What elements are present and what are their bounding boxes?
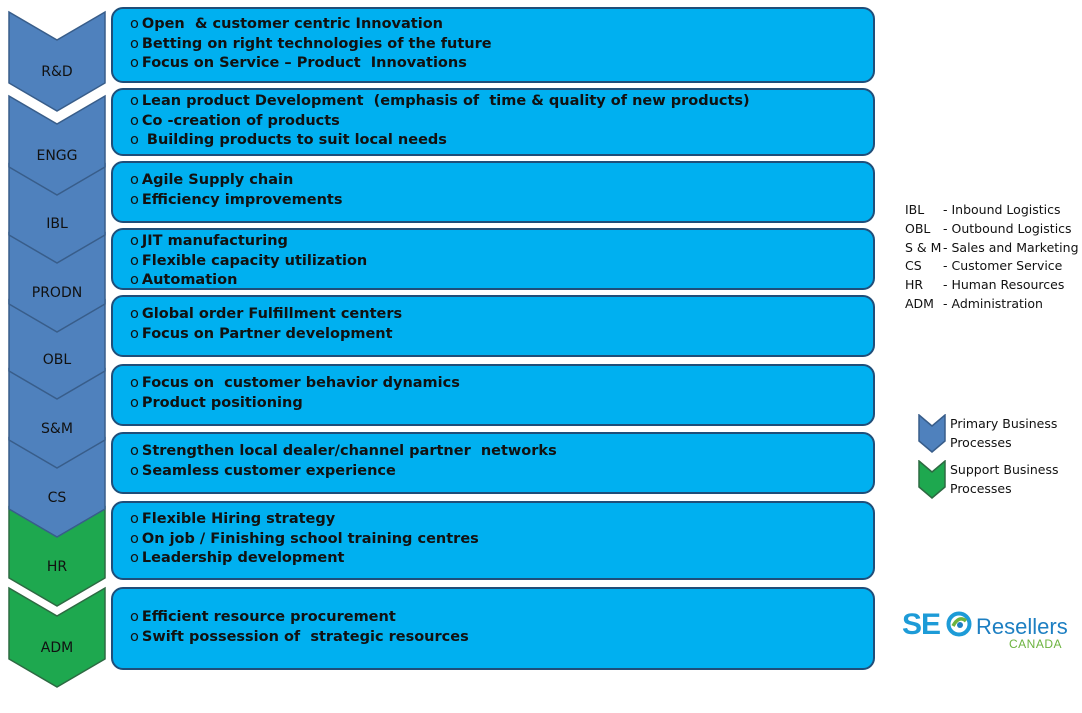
activity-item xyxy=(130,530,873,550)
logo-ring-icon xyxy=(946,611,972,637)
bullet-icon: o xyxy=(130,628,139,645)
abbreviation: OBL xyxy=(905,220,931,236)
activity-item-text: On job / Finishing school training centres xyxy=(141,530,479,547)
abbreviation: ADM xyxy=(905,295,934,311)
bullet-icon: o xyxy=(130,609,139,625)
bullet-icon: o xyxy=(130,252,139,269)
chevron-label: ENGG xyxy=(36,148,78,164)
activity-item-text: Efficient resource procurement xyxy=(141,609,396,625)
bullet-icon: o xyxy=(130,511,139,527)
bullet-icon: o xyxy=(130,55,139,72)
abbreviation-meaning: - Customer Service xyxy=(943,258,1063,274)
chevron-label: R&D xyxy=(41,64,73,80)
bullet-icon: o xyxy=(130,530,139,547)
activity-item xyxy=(130,92,873,112)
activity-item xyxy=(130,510,873,530)
chevron-label: PRODN xyxy=(31,285,83,301)
chevron-rd xyxy=(9,12,105,111)
activity-item-text: Global order Fulfillment centers xyxy=(141,306,403,322)
bullet-icon: o xyxy=(130,550,139,567)
bullet-icon: o xyxy=(130,172,139,188)
bullet-icon: o xyxy=(130,112,139,129)
activity-item xyxy=(130,191,873,211)
bullet-icon: o xyxy=(130,16,139,32)
activity-item xyxy=(130,628,873,648)
activity-item-text: Co -creation of products xyxy=(141,112,340,129)
activity-box-rd xyxy=(111,7,875,83)
abbreviation-meaning: - Administration xyxy=(943,295,1043,311)
activity-box-engg xyxy=(111,88,875,156)
activity-item-text: Seamless customer experience xyxy=(141,462,396,479)
abbreviation-meaning: - Sales and Marketing xyxy=(943,239,1079,255)
activity-item-text: Agile Supply chain xyxy=(141,172,294,188)
abbreviation: CS xyxy=(905,258,922,274)
activity-item xyxy=(130,549,873,569)
logo-seo-text: SE xyxy=(902,608,941,641)
activity-item xyxy=(130,305,873,325)
abbreviation-meaning: - Inbound Logistics xyxy=(943,202,1061,217)
activity-item-text: Betting on right technologies of the future xyxy=(141,35,492,52)
activity-item-text: Flexible Hiring strategy xyxy=(141,511,336,527)
activity-box-sm xyxy=(111,364,875,426)
chevron-label: OBL xyxy=(42,352,72,368)
abbreviation-row xyxy=(905,257,1079,276)
activity-box-ibl xyxy=(111,161,875,223)
abbreviation: HR xyxy=(905,277,924,293)
activity-item xyxy=(130,394,873,414)
activity-item xyxy=(130,374,873,394)
activity-item-text: Efficiency improvements xyxy=(141,191,343,208)
abbreviation-row xyxy=(905,295,1079,314)
activity-item-text: JIT manufacturing xyxy=(141,233,288,249)
activity-item xyxy=(130,112,873,132)
key-primary-label: Primary Business Processes xyxy=(950,416,1058,450)
activity-box-adm xyxy=(111,587,875,670)
seo-resellers-logo xyxy=(902,608,1077,658)
abbreviation-row xyxy=(905,276,1079,295)
activity-item xyxy=(130,271,873,291)
abbreviation-row xyxy=(905,201,1079,220)
bullet-icon: o xyxy=(130,462,139,479)
chevron-label: CS xyxy=(47,490,67,506)
activity-box-obl xyxy=(111,295,875,357)
bullet-icon: o xyxy=(130,191,139,208)
abbreviation: S & M xyxy=(905,239,942,255)
activity-item-text: Focus on customer behavior dynamics xyxy=(141,375,460,391)
activity-item-text: Product positioning xyxy=(141,394,303,411)
activity-item xyxy=(130,171,873,191)
activity-item-text: Flexible capacity utilization xyxy=(141,252,368,269)
primary-chevron-icon xyxy=(918,414,948,454)
abbreviation-legend xyxy=(905,201,1079,314)
abbreviation-meaning: - Human Resources xyxy=(943,277,1065,293)
bullet-icon: o xyxy=(130,443,139,459)
logo-resellers-text: Resellers xyxy=(976,614,1068,639)
abbreviation-row xyxy=(905,239,1079,258)
activity-item-text: Focus on Service – Product Innovations xyxy=(141,55,467,72)
activity-item-text: Automation xyxy=(141,272,238,289)
logo-canada-text: CANADA xyxy=(1009,637,1063,651)
activity-box-hr xyxy=(111,501,875,580)
activity-item xyxy=(130,15,873,35)
activity-item-text: Open & customer centric Innovation xyxy=(141,16,443,32)
activity-box-cs xyxy=(111,432,875,494)
chevron-label: IBL xyxy=(46,216,68,232)
activity-item-text: Strengthen local dealer/channel partner networks xyxy=(141,443,557,459)
activity-item-text: Building products to suit local needs xyxy=(141,132,447,149)
activity-item xyxy=(130,35,873,55)
abbreviation-row xyxy=(905,220,1079,239)
chevron-label: HR xyxy=(46,559,68,575)
activity-item-text: Swift possession of strategic resources xyxy=(141,628,469,645)
activity-item xyxy=(130,462,873,482)
bullet-icon: o xyxy=(130,93,139,109)
activity-item xyxy=(130,442,873,462)
key-support-label: Support Business Processes xyxy=(950,462,1059,496)
abbreviation: IBL xyxy=(905,202,925,217)
bullet-icon: o xyxy=(130,325,139,342)
activity-item xyxy=(130,608,873,628)
activity-item xyxy=(130,54,873,74)
bullet-icon: o xyxy=(130,394,139,411)
chevron-label: ADM xyxy=(40,640,74,656)
bullet-icon: o xyxy=(130,306,139,322)
chevron-label: S&M xyxy=(41,421,73,437)
activity-box-prodn xyxy=(111,228,875,290)
activity-item-text: Focus on Partner development xyxy=(141,325,393,342)
activity-item xyxy=(130,232,873,252)
bullet-icon: o xyxy=(130,375,139,391)
activity-item xyxy=(130,252,873,272)
bullet-icon: o xyxy=(130,35,139,52)
abbreviation-meaning: - Outbound Logistics xyxy=(943,220,1072,236)
activity-item xyxy=(130,131,873,151)
support-chevron-icon xyxy=(918,460,948,500)
activity-item-text: Lean product Development (emphasis of time & quality of new products) xyxy=(141,93,750,109)
activity-item xyxy=(130,325,873,345)
activity-item-text: Leadership development xyxy=(141,550,345,567)
bullet-icon: o xyxy=(130,132,139,149)
bullet-icon: o xyxy=(130,272,139,289)
bullet-icon: o xyxy=(130,233,139,249)
